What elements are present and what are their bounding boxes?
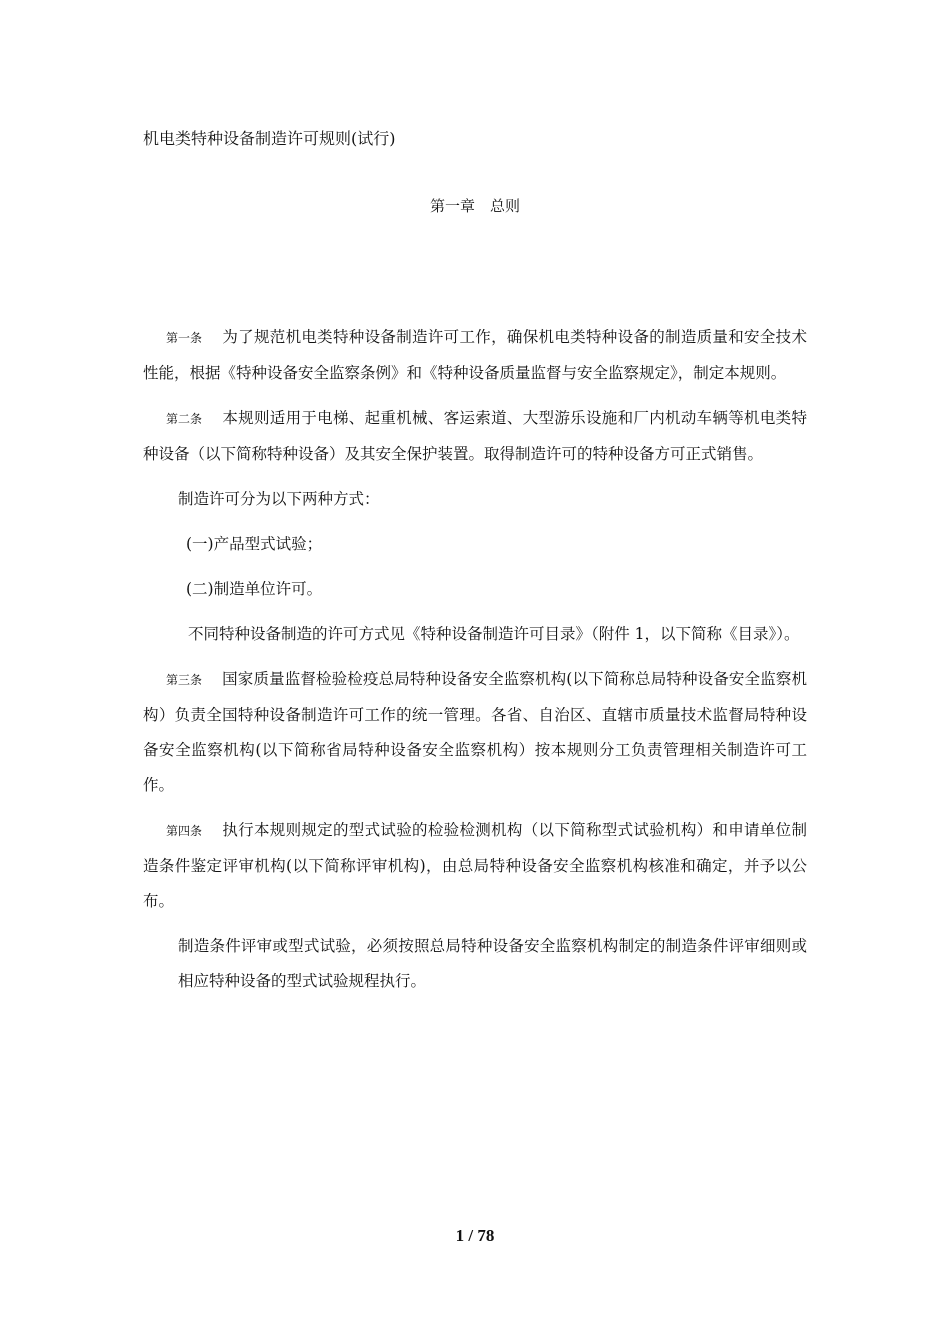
document-body [143,320,807,999]
paragraph-catalog: 不同特种设备制造的许可方式见《特种设备制造许可目录》（附件 1，以下简称《目录》）。 [188,625,800,643]
paragraph-review-rules: 制造条件评审或型式试验，必须按照总局特种设备安全监察机构制定的制造条件评审细则或相应特种设备的型式试验规程执行。 [178,937,807,990]
list-item-type-test: (一)产品型式试验； [186,535,323,553]
article-text: 执行本规则规定的型式试验的检验检测机构（以下简称型式试验机构）和申请单位制造条件鉴定评审机构(以下简称评审机构)，由总局特种设备安全监察机构核准和确定，并予以公布。 [143,821,807,910]
article-4 [143,813,807,919]
article-text: 本规则适用于电梯、起重机械、客运索道、大型游乐设施和厂内机动车辆等机电类特种设备（以下简称特种设备）及其安全保护装置。取得制造许可的特种设备方可正式销售。 [143,409,807,463]
page-number: 1 / 78 [455,1226,495,1245]
paragraph-permit-modes: 制造许可分为以下两种方式： [178,490,380,508]
article-number: 第二条 [166,412,203,426]
article-text: 为了规范机电类特种设备制造许可工作，确保机电类特种设备的制造质量和安全技术性能，根据《特种设备安全监察条例》和《特种设备质量监督与安全监察规定》，制定本规则。 [143,328,807,382]
article-2 [143,401,807,472]
chapter-heading: 第一章 总则 [429,197,520,215]
article-1 [143,320,807,391]
article-number: 第一条 [166,331,203,345]
list-item-unit-permit: (二)制造单位许可。 [186,580,323,598]
article-number: 第三条 [166,673,203,687]
document-title: 机电类特种设备制造许可规则(试行) [143,129,396,148]
article-text: 国家质量监督检验检疫总局特种设备安全监察机构(以下简称总局特种设备安全监察机构）负责全国特种设备制造许可工作的统一管理。各省、自治区、直辖市质量技术监督局特种设备安全监察机构(以下简称省局特种设备安全监察机构）按本规则分工负责管理相关制造许可工作。 [143,670,807,794]
article-number: 第四条 [166,824,203,838]
article-3 [143,662,807,803]
